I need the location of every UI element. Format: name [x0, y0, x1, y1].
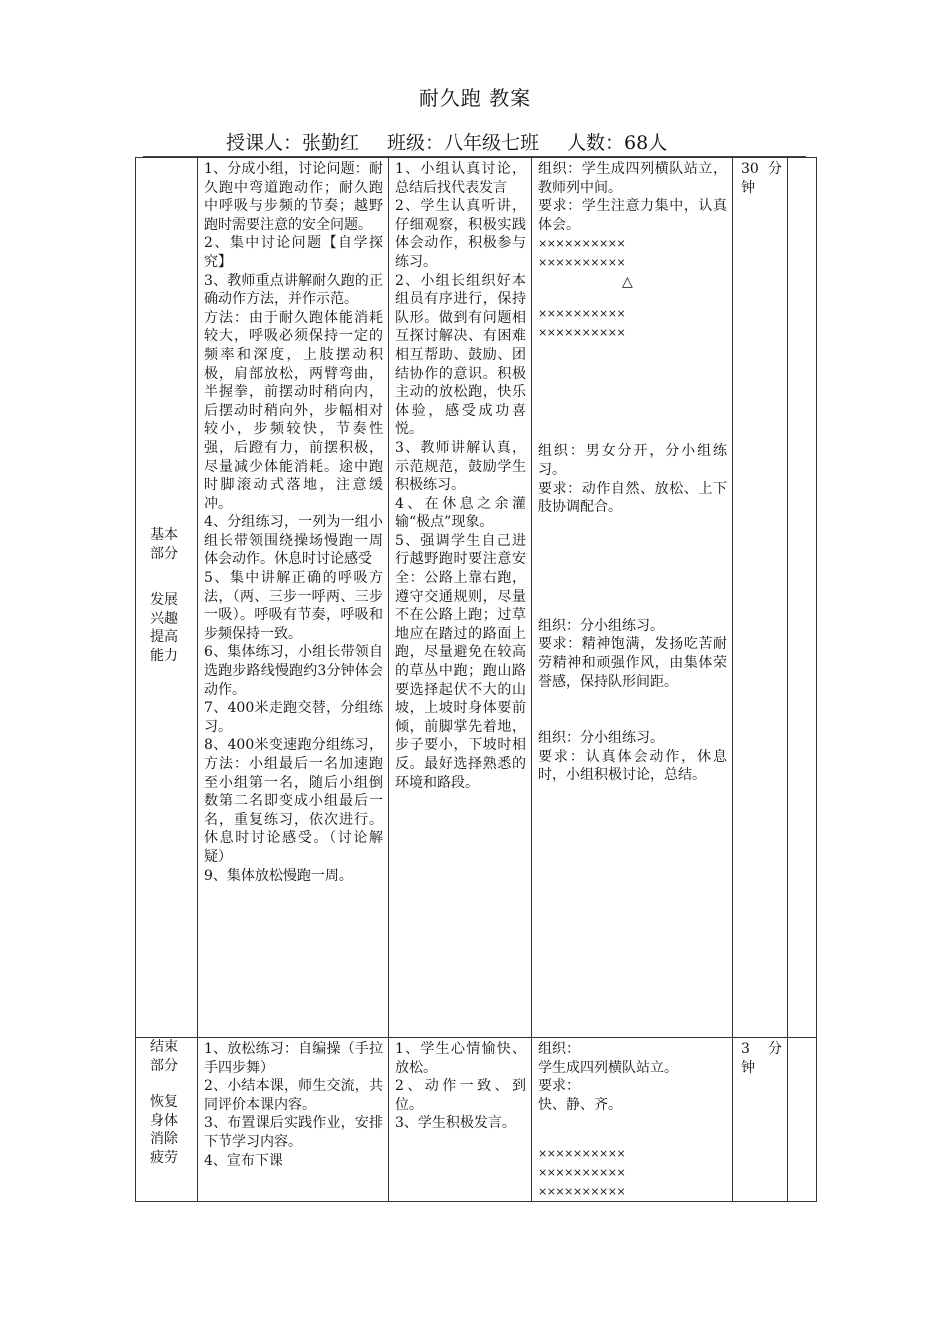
- table-row-main: [136, 158, 817, 1038]
- formation-row: ××××××××××: [538, 307, 626, 321]
- teacher-name: 授课人：张勤红: [226, 132, 360, 154]
- document-title: 耐久跑 教案: [418, 86, 532, 110]
- organization-cell: 组织： 学生成四列横队站立。 要求： 快、静、齐。 ×××××××××× ×××××××××× ××××××××××: [532, 1038, 733, 1202]
- formation-row: ××××××××××: [538, 256, 626, 270]
- formation-row: ××××××××××: [538, 1185, 626, 1199]
- section-cell: 结束 部分 恢复 身体 消除 疲劳: [136, 1038, 198, 1202]
- teacher-activity-cell: 1、放松练习：自编操（手拉手四步舞） 2、小结本课，师生交流，共同评价本课内容。 3、布置课后实践作业，安排下节学习内容。 4、宣布下课: [198, 1038, 389, 1202]
- student-activity-cell: 1、小组认真讨论，总结后找代表发言 2、学生认真听讲，仔细观察，积极实践体会动作，积极参与练习。 2、小组长组织好本组员有序进行，保持队形。做到有问题相互探讨解决、有困难相互帮助、鼓励、团结协作的意识。积极主动的放松跑，快乐体验，感受成功喜悦。 3、教师讲解认真，示范规范，鼓励学生积极练习。 4、在休息之余灌输“极点”现象。 5、强调学生自己进行越野跑时要注意安全：公路上靠右跑，遵守交通规则，尽量不在公路上跑；过草地应在踏过的路面上跑，尽量避免在较高的草丛中跑；跑山路要选择起伏不大的山坡，上坡时身体要前倾，前脚掌先着地，步子要小，下坡时相反。最好选择熟悉的环境和路段。: [389, 158, 532, 1038]
- empty-cell: [788, 158, 817, 1038]
- table-row-end: [136, 1038, 817, 1202]
- organization-cell: 组织：学生成四列横队站立，教师列中间。 要求：学生注意力集中，认真体会。 ×××××××××× ×××××××××× △ ×××××××××× ×××××××××× 组织：男女分开，分小组练习。 要求：动作自然、放松、上下肢协调配合。 组织：分小组练习。 要求：精神饱满，发扬吃苦耐劳精神和顽强作风，由集体荣誉感，保持队形间距。 组织：分小组练习。 要求：认真体会动作，休息时，小组积极讨论，总结。: [532, 158, 733, 1038]
- student-activity-cell: 1、学生心情愉快、放松。 2、动作一致、到位。 3、学生积极发言。: [389, 1038, 532, 1202]
- teacher-position-icon: △: [622, 274, 633, 291]
- class-name: 班级：八年级七班: [387, 132, 540, 154]
- formation-row: ××××××××××: [538, 1147, 626, 1161]
- section-cell: 基本 部分 发展 兴趣 提高 能力: [136, 158, 198, 1038]
- time-cell: 3 分钟: [733, 1038, 788, 1202]
- formation-row: ××××××××××: [538, 237, 626, 251]
- lesson-header: [226, 128, 667, 155]
- lesson-plan-table: [135, 157, 817, 1202]
- teacher-activity-cell: 1、分成小组，讨论问题：耐久跑中弯道跑动作；耐久跑中呼吸与步频的节奏；越野跑时需要注意的安全问题。 2、集中讨论问题【自学探究】 3、教师重点讲解耐久跑的正确动作方法，并作示范。 方法：由于耐久跑体能消耗较大，呼吸必须保持一定的频率和深度，上肢摆动积极，肩部放松，两臂弯曲，半握拳，前摆动时稍向内，后摆动时稍向外，步幅相对较小，步频较快，节奏性强，后蹬有力，前摆积极，尽量减少体能消耗。途中跑时脚滚动式落地，注意缓冲。 4、分组练习，一列为一组小组长带领围绕操场慢跑一周体会动作。休息时讨论感受 5、集中讲解正确的呼吸方法，（两、三步一呼两、三步一吸）。呼吸有节奏，呼吸和步频保持一致。 6、集体练习，小组长带领自选跑步路线慢跑约3分钟体会动作。 7、400米走跑交替，分组练习。 8、400米变速跑分组练习，方法：小组最后一名加速跑至小组第一名，随后小组倒数第二名即变成小组最后一名，重复练习，依次进行。休息时讨论感受。（讨论解疑） 9、集体放松慢跑一周。: [198, 158, 389, 1038]
- formation-row: ××××××××××: [538, 1166, 626, 1180]
- empty-cell: [788, 1038, 817, 1202]
- time-cell: 30 分钟: [733, 158, 788, 1038]
- student-count: 人数：68人: [567, 132, 668, 154]
- formation-row: ××××××××××: [538, 326, 626, 340]
